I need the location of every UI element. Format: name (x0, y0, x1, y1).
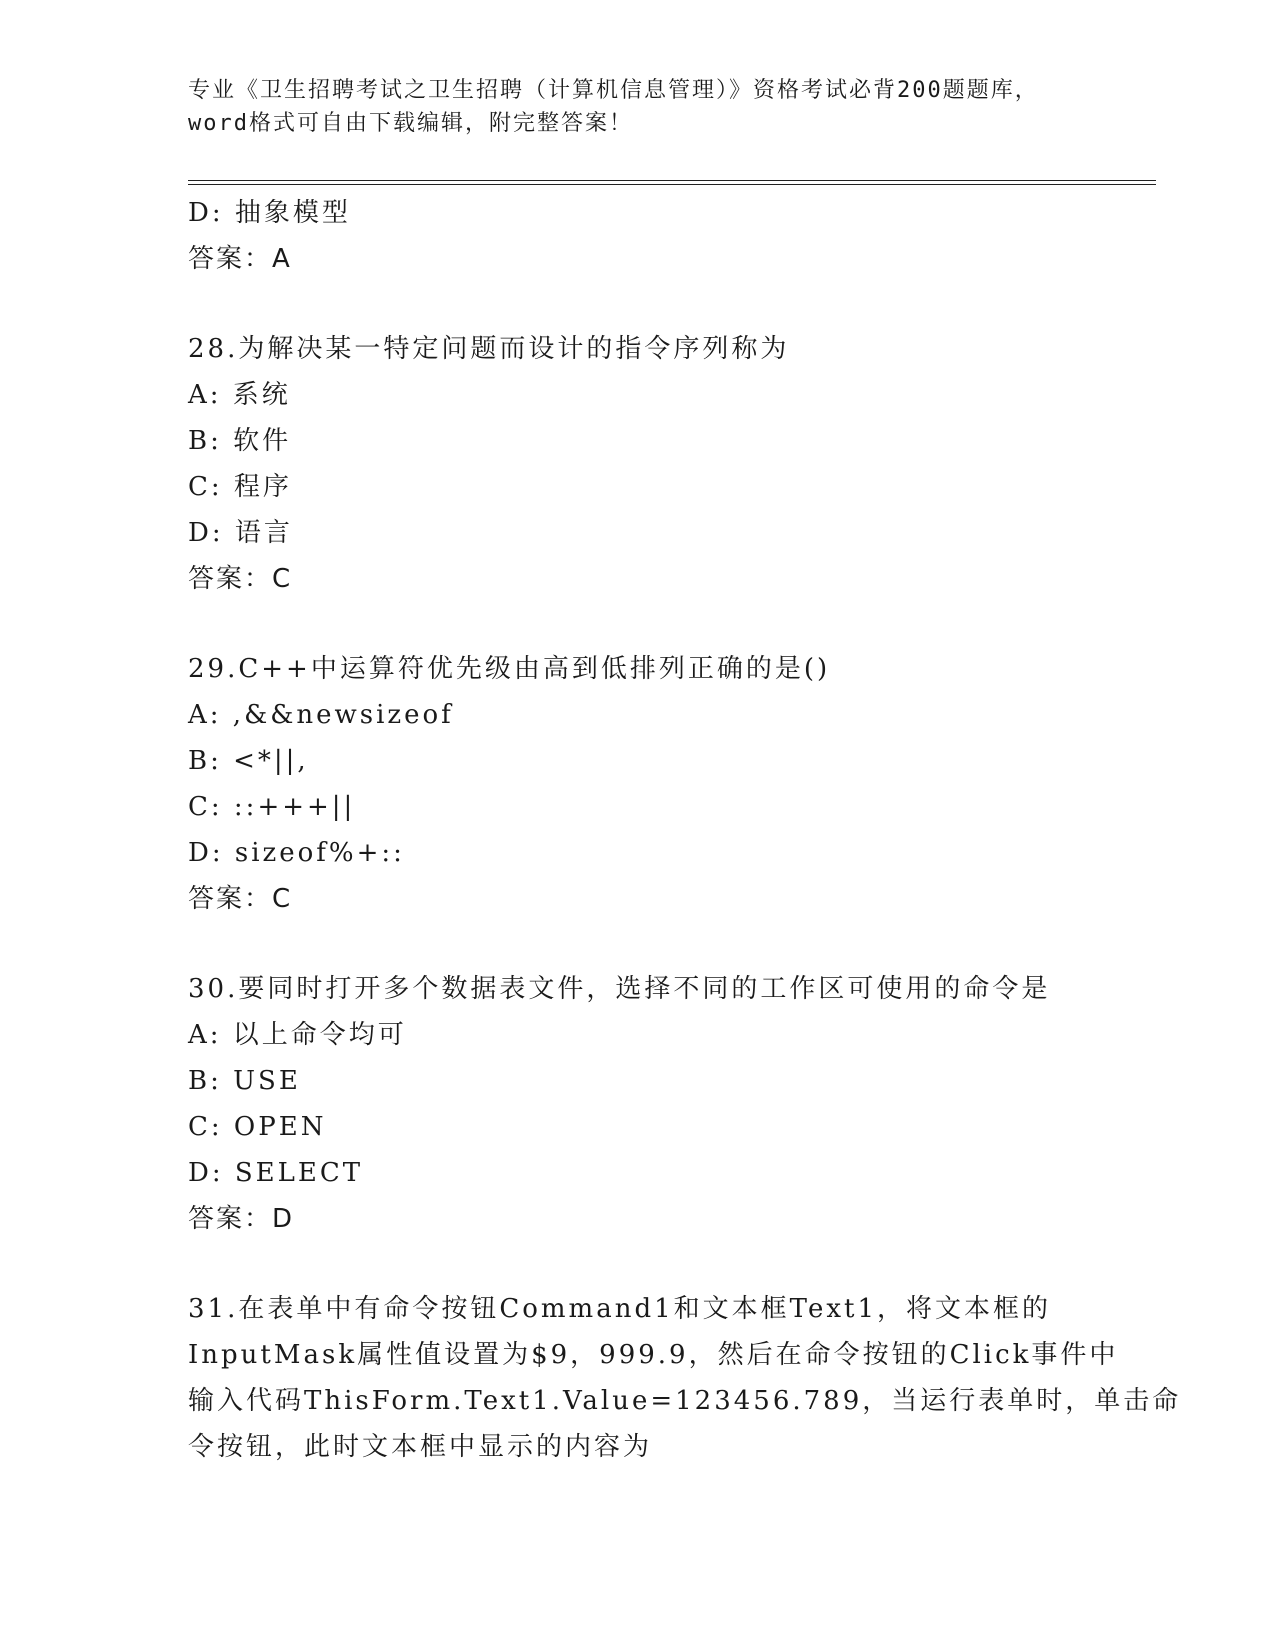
question-text: 28.为解决某一特定问题而设计的指令序列称为 (188, 334, 790, 364)
header-divider-top (188, 180, 1156, 181)
option-d: D: sizeof%+:: (188, 838, 405, 868)
question-text: 30.要同时打开多个数据表文件，选择不同的工作区可使用的命令是 (188, 974, 1051, 1004)
option-c: C: ::+++|| (188, 792, 356, 822)
option-a: A: ,&&newsizeof (188, 700, 454, 730)
question-28 (188, 326, 1088, 602)
answer: 答案：C (188, 884, 293, 914)
page-header (188, 74, 1088, 140)
option-d: D: SELECT (188, 1158, 364, 1188)
option-b: B: USE (188, 1066, 301, 1096)
header-line-1: 专业《卫生招聘考试之卫生招聘（计算机信息管理）》资格考试必背200题题库， (188, 78, 1039, 103)
question-text-line-2: InputMask属性值设置为$9，999.9，然后在命令按钮的Click事件中 (188, 1340, 1119, 1370)
answer: 答案：A (188, 244, 292, 274)
option-d: D: 语言 (188, 518, 293, 548)
option-c: C: OPEN (188, 1112, 327, 1142)
option-b: B: 软件 (188, 426, 292, 456)
question-29 (188, 646, 1088, 922)
header-line-2: word格式可自由下载编辑，附完整答案！ (188, 111, 633, 136)
option-d: D: 抽象模型 (188, 198, 351, 228)
option-b: B: <*||, (188, 746, 309, 776)
question-text-line-3: 输入代码ThisForm.Text1.Value=123456.789，当运行表单时，单击命 (188, 1386, 1182, 1416)
option-a: A: 系统 (188, 380, 291, 410)
question-text-line-1: 31.在表单中有命令按钮Command1和文本框Text1，将文本框的 (188, 1294, 1051, 1324)
option-c: C: 程序 (188, 472, 292, 502)
header-divider-bottom (188, 184, 1156, 185)
question-list (188, 190, 1182, 1470)
option-a: A: 以上命令均可 (188, 1020, 407, 1050)
question-text-line-4: 令按钮，此时文本框中显示的内容为 (188, 1432, 653, 1462)
answer: 答案：D (188, 1204, 295, 1234)
question-31 (188, 1286, 1182, 1470)
question-text: 29.C++中运算符优先级由高到低排列正确的是() (188, 654, 831, 684)
answer: 答案：C (188, 564, 293, 594)
question-27-tail (188, 190, 1088, 282)
question-30 (188, 966, 1088, 1242)
